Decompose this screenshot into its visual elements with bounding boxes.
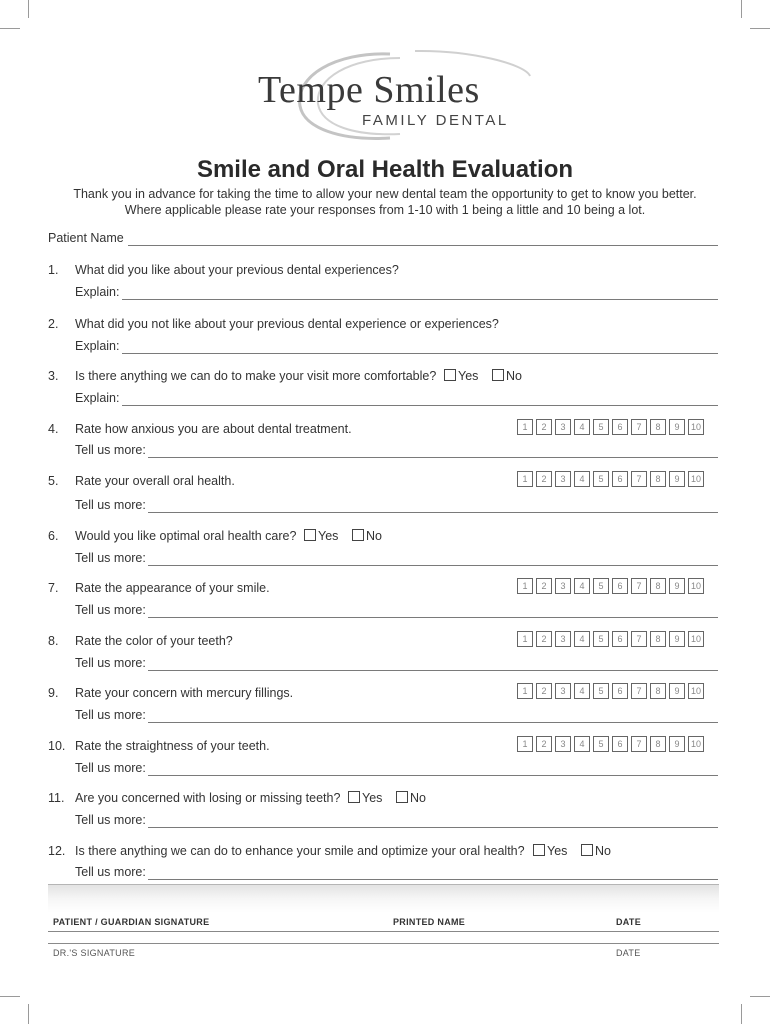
intro-line-1: Thank you in advance for taking the time to allow your new dental team the opportunity to get to know you better. — [73, 187, 697, 201]
question-number: 1. — [48, 263, 59, 277]
doctor-signature-label: DR.'S SIGNATURE — [53, 948, 136, 958]
checkbox-icon[interactable] — [492, 369, 504, 381]
crop-mark — [741, 0, 742, 18]
rating-box-4[interactable]: 4 — [574, 631, 590, 647]
rating-box-8[interactable]: 8 — [650, 631, 666, 647]
yes-label: Yes — [318, 529, 339, 543]
question-text: Rate the appearance of your smile. — [75, 581, 270, 595]
rating-box-7[interactable]: 7 — [631, 683, 647, 699]
rating-scale — [517, 471, 704, 487]
rating-box-10[interactable]: 10 — [688, 471, 704, 487]
rating-box-5[interactable]: 5 — [593, 631, 609, 647]
question-number: 6. — [48, 529, 59, 543]
yes-option-11[interactable] — [348, 791, 382, 805]
printed-name-label: PRINTED NAME — [393, 917, 466, 927]
question-text: What did you like about your previous dental experiences? — [75, 263, 399, 277]
rating-box-4[interactable]: 4 — [574, 578, 590, 594]
rating-box-9[interactable]: 9 — [669, 736, 685, 752]
rating-box-9[interactable]: 9 — [669, 578, 685, 594]
checkbox-icon[interactable] — [304, 529, 316, 541]
rating-scale — [517, 683, 704, 699]
rating-box-7[interactable]: 7 — [631, 471, 647, 487]
rating-box-5[interactable]: 5 — [593, 683, 609, 699]
question-5 — [0, 474, 770, 492]
question-2 — [0, 317, 770, 335]
rating-box-2[interactable]: 2 — [536, 419, 552, 435]
tell-us-more-label: Tell us more: — [75, 603, 146, 617]
rating-box-5[interactable]: 5 — [593, 471, 609, 487]
question-number: 7. — [48, 581, 59, 595]
patient-name-label: Patient Name — [48, 231, 124, 245]
tell-us-more-label: Tell us more: — [75, 443, 146, 457]
question-text: Rate your overall oral health. — [75, 474, 235, 488]
explain-field-3[interactable] — [122, 405, 718, 406]
rating-box-1[interactable]: 1 — [517, 419, 533, 435]
question-number: 8. — [48, 634, 59, 648]
rating-box-1[interactable]: 1 — [517, 631, 533, 647]
rating-box-6[interactable]: 6 — [612, 578, 628, 594]
rating-box-6[interactable]: 6 — [612, 419, 628, 435]
question-number: 4. — [48, 422, 59, 436]
intro-line-2: Where applicable please rate your responses from 1-10 with 1 being a little and 10 being a lot. — [124, 203, 646, 217]
rating-box-8[interactable]: 8 — [650, 578, 666, 594]
yes-label: Yes — [547, 844, 568, 858]
rating-box-8[interactable]: 8 — [650, 419, 666, 435]
doctor-signature-field[interactable] — [48, 943, 719, 944]
rating-box-10[interactable]: 10 — [688, 578, 704, 594]
crop-mark — [750, 996, 770, 997]
question-number: 5. — [48, 474, 59, 488]
question-number: 3. — [48, 369, 59, 383]
rating-box-4[interactable]: 4 — [574, 683, 590, 699]
question-8 — [0, 634, 770, 652]
date-label: DATE — [616, 917, 642, 927]
rating-box-5[interactable]: 5 — [593, 736, 609, 752]
yes-label: Yes — [362, 791, 383, 805]
no-option-3[interactable] — [492, 369, 522, 383]
question-3 — [0, 369, 770, 387]
rating-box-1[interactable]: 1 — [517, 683, 533, 699]
rating-box-6[interactable]: 6 — [612, 683, 628, 699]
rating-box-3[interactable]: 3 — [555, 631, 571, 647]
explain-label: Explain: — [75, 285, 120, 299]
tell-us-more-field-4[interactable] — [148, 457, 718, 458]
rating-scale — [517, 419, 704, 435]
question-text: Is there anything we can do to make your visit more comfortable? — [75, 369, 437, 383]
crop-mark — [28, 1004, 29, 1024]
explain-label: Explain: — [75, 339, 120, 353]
question-text: Are you concerned with losing or missing teeth? — [75, 791, 341, 805]
rating-box-4[interactable]: 4 — [574, 736, 590, 752]
tell-us-more-label: Tell us more: — [75, 813, 146, 827]
question-text: What did you not like about your previous dental experience or experiences? — [75, 317, 499, 331]
rating-box-10[interactable]: 10 — [688, 419, 704, 435]
explain-field-2[interactable] — [122, 353, 718, 354]
rating-box-8[interactable]: 8 — [650, 471, 666, 487]
patient-signature-label: PATIENT / GUARDIAN SIGNATURE — [53, 917, 210, 927]
rating-box-7[interactable]: 7 — [631, 419, 647, 435]
question-text: Would you like optimal oral health care? — [75, 529, 297, 543]
question-6 — [0, 529, 770, 547]
rating-box-9[interactable]: 9 — [669, 683, 685, 699]
rating-box-3[interactable]: 3 — [555, 683, 571, 699]
rating-scale — [517, 736, 704, 752]
explain-field-1[interactable] — [122, 299, 718, 300]
tell-us-more-label: Tell us more: — [75, 551, 146, 565]
logo-name: Tempe Smiles — [258, 69, 480, 111]
checkbox-icon[interactable] — [348, 791, 360, 803]
rating-box-1[interactable]: 1 — [517, 736, 533, 752]
rating-box-7[interactable]: 7 — [631, 578, 647, 594]
rating-box-10[interactable]: 10 — [688, 683, 704, 699]
no-option-6[interactable] — [352, 529, 382, 543]
tell-us-more-row-7 — [0, 603, 770, 621]
question-number: 12. — [48, 844, 66, 858]
yes-option-3[interactable] — [444, 369, 478, 383]
rating-box-8[interactable]: 8 — [650, 736, 666, 752]
logo-tagline: FAMILY DENTAL — [362, 112, 509, 129]
question-number: 10. — [48, 739, 66, 753]
tell-us-more-field-7[interactable] — [148, 617, 718, 618]
practice-logo — [240, 46, 540, 146]
tell-us-more-label: Tell us more: — [75, 498, 146, 512]
rating-box-6[interactable]: 6 — [612, 631, 628, 647]
rating-box-3[interactable]: 3 — [555, 578, 571, 594]
tell-us-more-row-4 — [0, 443, 770, 461]
question-1 — [0, 263, 770, 281]
rating-box-3[interactable]: 3 — [555, 471, 571, 487]
rating-box-2[interactable]: 2 — [536, 736, 552, 752]
rating-box-7[interactable]: 7 — [631, 736, 647, 752]
tell-us-more-label: Tell us more: — [75, 761, 146, 775]
tell-us-more-row-11 — [0, 813, 770, 831]
question-text: Rate your concern with mercury fillings. — [75, 686, 294, 700]
crop-mark — [28, 0, 29, 18]
crop-mark — [0, 28, 20, 29]
rating-box-9[interactable]: 9 — [669, 419, 685, 435]
question-4 — [0, 422, 770, 440]
checkbox-icon[interactable] — [396, 791, 408, 803]
rating-box-2[interactable]: 2 — [536, 683, 552, 699]
rating-box-1[interactable]: 1 — [517, 471, 533, 487]
tell-us-more-row-5 — [0, 498, 770, 516]
rating-box-2[interactable]: 2 — [536, 471, 552, 487]
rating-box-5[interactable]: 5 — [593, 419, 609, 435]
tell-us-more-field-10[interactable] — [148, 775, 718, 776]
rating-box-5[interactable]: 5 — [593, 578, 609, 594]
patient-name-row — [0, 231, 770, 249]
rating-box-4[interactable]: 4 — [574, 419, 590, 435]
rating-box-2[interactable]: 2 — [536, 578, 552, 594]
tell-us-more-row-8 — [0, 656, 770, 674]
question-text: Rate how anxious you are about dental treatment. — [75, 422, 352, 436]
tell-us-more-field-9[interactable] — [148, 722, 718, 723]
crop-mark — [750, 28, 770, 29]
tell-us-more-label: Tell us more: — [75, 865, 146, 879]
doctor-date-label: DATE — [616, 948, 641, 958]
rating-box-2[interactable]: 2 — [536, 631, 552, 647]
rating-box-9[interactable]: 9 — [669, 471, 685, 487]
checkbox-icon[interactable] — [581, 844, 593, 856]
question-number: 11. — [48, 791, 65, 805]
explain-row-2 — [0, 339, 770, 357]
tell-us-more-label: Tell us more: — [75, 708, 146, 722]
tell-us-more-row-12 — [0, 865, 770, 883]
tell-us-more-field-5[interactable] — [148, 512, 718, 513]
tell-us-more-field-6[interactable] — [148, 565, 718, 566]
question-7 — [0, 581, 770, 599]
rating-box-10[interactable]: 10 — [688, 736, 704, 752]
question-10 — [0, 739, 770, 757]
question-9 — [0, 686, 770, 704]
tell-us-more-row-9 — [0, 708, 770, 726]
rating-box-9[interactable]: 9 — [669, 631, 685, 647]
tell-us-more-label: Tell us more: — [75, 656, 146, 670]
no-label: No — [595, 844, 611, 858]
no-option-11[interactable] — [396, 791, 426, 805]
page-title: Smile and Oral Health Evaluation — [196, 156, 574, 183]
question-11 — [0, 791, 770, 809]
checkbox-icon[interactable] — [444, 369, 456, 381]
tell-us-more-field-11[interactable] — [148, 827, 718, 828]
rating-scale — [517, 631, 704, 647]
rating-box-8[interactable]: 8 — [650, 683, 666, 699]
explain-row-3 — [0, 391, 770, 409]
question-text: Rate the color of your teeth? — [75, 634, 233, 648]
question-12 — [0, 844, 770, 862]
patient-name-field[interactable] — [128, 245, 718, 246]
rating-box-7[interactable]: 7 — [631, 631, 647, 647]
rating-box-6[interactable]: 6 — [612, 736, 628, 752]
yes-option-6[interactable] — [304, 529, 338, 543]
tell-us-more-field-8[interactable] — [148, 670, 718, 671]
crop-mark — [0, 996, 20, 997]
no-label: No — [366, 529, 382, 543]
crop-mark — [741, 1004, 742, 1024]
rating-box-3[interactable]: 3 — [555, 736, 571, 752]
no-label: No — [506, 369, 522, 383]
yes-option-12[interactable] — [533, 844, 567, 858]
question-number: 9. — [48, 686, 59, 700]
question-text: Rate the straightness of your teeth. — [75, 739, 270, 753]
rating-box-3[interactable]: 3 — [555, 419, 571, 435]
tell-us-more-row-10 — [0, 761, 770, 779]
rating-box-4[interactable]: 4 — [574, 471, 590, 487]
explain-label: Explain: — [75, 391, 120, 405]
rating-box-10[interactable]: 10 — [688, 631, 704, 647]
no-label: No — [410, 791, 426, 805]
question-number: 2. — [48, 317, 59, 331]
tell-us-more-row-6 — [0, 551, 770, 569]
checkbox-icon[interactable] — [352, 529, 364, 541]
rating-box-6[interactable]: 6 — [612, 471, 628, 487]
explain-row-1 — [0, 285, 770, 303]
checkbox-icon[interactable] — [533, 844, 545, 856]
yes-label: Yes — [458, 369, 479, 383]
question-text: Is there anything we can do to enhance your smile and optimize your oral health? — [75, 844, 525, 858]
rating-box-1[interactable]: 1 — [517, 578, 533, 594]
no-option-12[interactable] — [581, 844, 611, 858]
rating-scale — [517, 578, 704, 594]
tell-us-more-field-12[interactable] — [148, 879, 718, 880]
